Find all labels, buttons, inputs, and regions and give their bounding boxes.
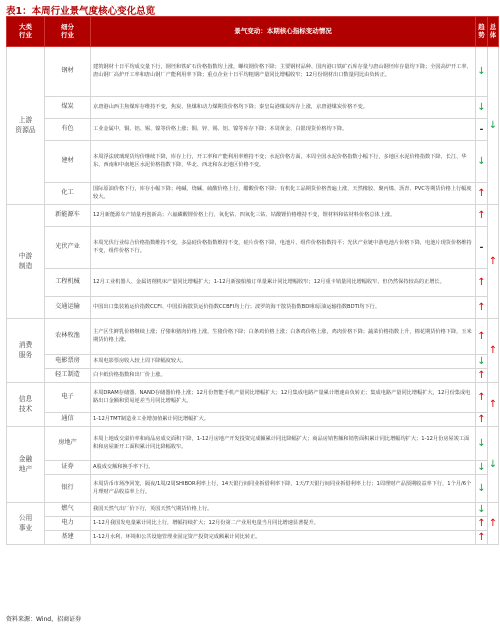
industry-cell: 银行 [45,475,91,503]
dash-icon: - [479,242,484,253]
table-row [7,183,499,205]
trend-cell [476,141,488,183]
table-row [7,119,499,141]
industry-cell: 化工 [45,183,91,205]
industry-cell: 轻工制造 [45,369,91,383]
total-cell [488,319,499,383]
arrow-down-icon: ↓ [477,355,486,367]
arrow-down-icon: ↓ [477,461,486,473]
change-text-cell: 京唐港山西主焦煤库存维持不变，焦炭、焦煤和动力煤期货价格均下降；秦皇岛港煤炭库存上涨，京唐港煤炭价格不变。 [91,97,476,119]
industry-cell: 光伏产业 [45,227,91,269]
trend-cell [476,269,488,297]
change-text-cell: 12月工业机器人、金属切削机床产量同比增幅扩大；1-12月新接船舶订单量累计同比增幅收窄；12月重卡销量同比增幅收窄，但仍然保持较高的正增长。 [91,269,476,297]
summary-table [6,16,499,545]
arrow-up-icon: ↑ [477,517,486,529]
change-text-cell: 本周货币市场净回笼，隔夜/1周/2周SHIBOR利率上行，14天银行间同业拆借利率下降，1天/7天银行间同业拆借利率上行；1周理财产品预期收益率下行，1个月/6个月理财产品收益率上行。 [91,475,476,503]
industry-cell: 钢材 [45,47,91,97]
arrow-up-icon: ↑ [477,276,486,288]
industry-cell: 农林牧渔 [45,319,91,355]
trend-cell [476,475,488,503]
total-cell [488,383,499,427]
trend-cell [476,503,488,517]
total-cell [488,47,499,205]
arrow-up-icon: ↑ [488,517,498,529]
industry-cell: 交通运输 [45,297,91,319]
industry-cell: 燃气 [45,503,91,517]
table-row [7,319,499,355]
sector-cell: 信息 技术 [7,383,45,427]
change-text-cell: 12月新能源车产销量再创新高；六氟磷酸锂价格上行，氧化钴、四氧化三钴、钴酸锂价格维持不变，锂材料和钴材料价格总体上涨。 [91,205,476,227]
trend-cell [476,97,488,119]
industry-cell: 基建 [45,531,91,545]
total-cell [488,503,499,545]
trend-cell [476,413,488,427]
table-body [7,47,499,545]
arrow-down-icon: ↓ [477,101,486,113]
table-row [7,297,499,319]
arrow-down-icon: ↓ [477,503,486,515]
arrow-up-icon: ↑ [488,398,498,410]
change-text-cell: 本周电影票房收入较上周下降幅度较大。 [91,355,476,369]
industry-cell: 煤炭 [45,97,91,119]
arrow-up-icon: ↑ [477,531,486,543]
change-text-cell: 工业金属中，铜、铝、锡、镍等价格上涨；铜、锌、锡、铝、镍等库存下降；本周黄金、白银现货价格均下降。 [91,119,476,141]
table-row [7,503,499,517]
sector-cell: 上游 资源品 [7,47,45,205]
industry-cell: 新能源车 [45,205,91,227]
change-text-cell: 1-12月TMT制造业工业增加值累计同比增幅扩大。 [91,413,476,427]
table-row [7,475,499,503]
industry-cell: 工程机械 [45,269,91,297]
total-cell [488,427,499,503]
industry-cell: 电子 [45,383,91,413]
header-trend: 趋 势 [476,17,488,47]
change-text-cell: 1-12月我国发电量累计同比上行，增幅持续扩大；12月份第二产业用电量当月同比增速显著提升。 [91,517,476,531]
sector-cell: 中游 制造 [7,205,45,319]
header-sector: 大类 行业 [7,17,45,47]
arrow-up-icon: ↑ [477,187,486,199]
trend-cell [476,355,488,369]
table-row [7,205,499,227]
trend-cell [476,47,488,97]
change-text-cell: 本周光伏行业综合价格指数维持不变，多晶硅价格指数维持不变，硅片价格下降，电池片、组件价格指数持平；光伏产业链中游电池片价格下降，电池片现货价格维持不变，组件价格下行。 [91,227,476,269]
change-text-cell: 中国出口集装箱运价指数CCFI、中国沿海散货运价指数CCBFI均上行；波罗的海干散货指数BDI和原油运输指数BDTI均下行。 [91,297,476,319]
arrow-up-icon: ↑ [477,209,486,221]
industry-cell: 电力 [45,517,91,531]
change-text-cell: 主产区生鲜乳价格继续上涨；仔猪和猪肉价格上涨，生猪价格下降；白条鸡价格上涨；白条鸡价格上涨，鸡肉价格下降；蔬菜价格指数上升，棉花期货价格下降，玉米期货价格上涨。 [91,319,476,355]
sector-cell: 消费 服务 [7,319,45,383]
trend-cell [476,369,488,383]
trend-cell [476,205,488,227]
change-text-cell: A股成交额和换手率下行。 [91,461,476,475]
industry-cell: 房地产 [45,427,91,461]
arrow-up-icon: ↑ [488,255,498,267]
table-row [7,413,499,427]
change-text-cell: 本周浮法玻璃现货均价继续下降，库存上行，开工率和产能利用率维持不变；水泥价格方面，本周全国水泥价格指数小幅下行，多地区水泥价格指数下降，长江、华东、西南和中南地区水泥价格指数下降，华北、西北和东北地区价格不变。 [91,141,476,183]
table-title: 表1：本周行业景气度核心变化总览 [6,6,156,17]
table-row [7,461,499,475]
header-row [7,17,499,47]
trend-cell [476,383,488,413]
table-row [7,517,499,531]
trend-cell [476,227,488,269]
trend-cell [476,183,488,205]
arrow-up-icon: ↑ [477,369,486,381]
industry-table [6,16,498,545]
change-text-cell: 我国天然气出厂价下行，英国天然气期货价格上行。 [91,503,476,517]
table-row [7,427,499,461]
arrow-down-icon: ↓ [488,458,498,470]
arrow-up-icon: ↑ [477,391,486,403]
arrow-down-icon: ↓ [477,65,486,77]
change-text-cell: 建筑钢材十日平均成交量下行，钢坯和铁矿石价格指数均上涨，螺纹钢价格下降；主要钢材品种、国内港口铁矿石库存量与唐山钢坯库存量均下降；全国高炉开工率、唐山钢厂高炉开工率和唐山钢厂产能利用率下降；重点企业十日平均粗钢产量同比增幅收窄；12月份钢材出口数量同比由负转正。 [91,47,476,97]
arrow-down-icon: ↓ [488,119,498,131]
sector-cell: 金融 地产 [7,427,45,503]
header-total: 总 体 [488,17,499,47]
industry-cell: 证券 [45,461,91,475]
trend-cell [476,319,488,355]
table-row [7,531,499,545]
header-industry: 细分 行业 [45,17,91,47]
arrow-up-icon: ↑ [477,301,486,313]
arrow-down-icon: ↓ [477,437,486,449]
arrow-down-icon: ↓ [477,482,486,494]
industry-cell: 通信 [45,413,91,427]
trend-cell [476,461,488,475]
dash-icon: - [479,124,484,135]
trend-cell [476,531,488,545]
table-row [7,355,499,369]
change-text-cell: 1-12月水利、环境和公共设施管理业固定资产投资完成额累计同比转正。 [91,531,476,545]
change-text-cell: 本周DRAM存储器、NAND存储器价格上涨；12月份智能手机产量同比增幅扩大；12月集成电路产量累计增速由负转正；集成电路产量同比增幅扩大，12月份集成电路出口金额和贸易逆差当月同比增幅扩大。 [91,383,476,413]
trend-cell [476,119,488,141]
change-text-cell: 本周上地成交溢价率和商品房成交面积下降，1-12月房地产开发投资完成额累计同比降幅扩大；商品房销售额和销售面积累计同比增幅均扩大；1-12月份房屋竣工面积和房屋新开工面积累计同比降幅收窄。 [91,427,476,461]
trend-cell [476,297,488,319]
header-change: 景气变动：本期核心指标变动情况 [91,17,476,47]
table-row [7,227,499,269]
change-text-cell: 白卡纸价格指数和出厂价上涨。 [91,369,476,383]
table-row [7,141,499,183]
table-row [7,97,499,119]
arrow-up-icon: ↑ [477,330,486,342]
change-text-cell: 国际原油价格下行，库存小幅下降；纯碱、烧碱、硫酸价格上行，醋酸价格下降；有机化工品期货价格普遍上涨，天然橡胶、聚丙烯、沥青、PVC等期货价格上行幅度较大。 [91,183,476,205]
trend-cell [476,427,488,461]
trend-cell [476,517,488,531]
sector-cell: 公用 事业 [7,503,45,545]
industry-cell: 有色 [45,119,91,141]
arrow-up-icon: ↑ [488,344,498,356]
table-row [7,369,499,383]
arrow-down-icon: ↓ [477,155,486,167]
table-row [7,383,499,413]
arrow-up-icon: ↑ [477,413,486,425]
industry-cell: 电影票房 [45,355,91,369]
source-note: 资料来源：Wind，招商证券 [6,616,82,623]
table-row [7,269,499,297]
table-row [7,47,499,97]
total-cell [488,205,499,319]
industry-cell: 建材 [45,141,91,183]
